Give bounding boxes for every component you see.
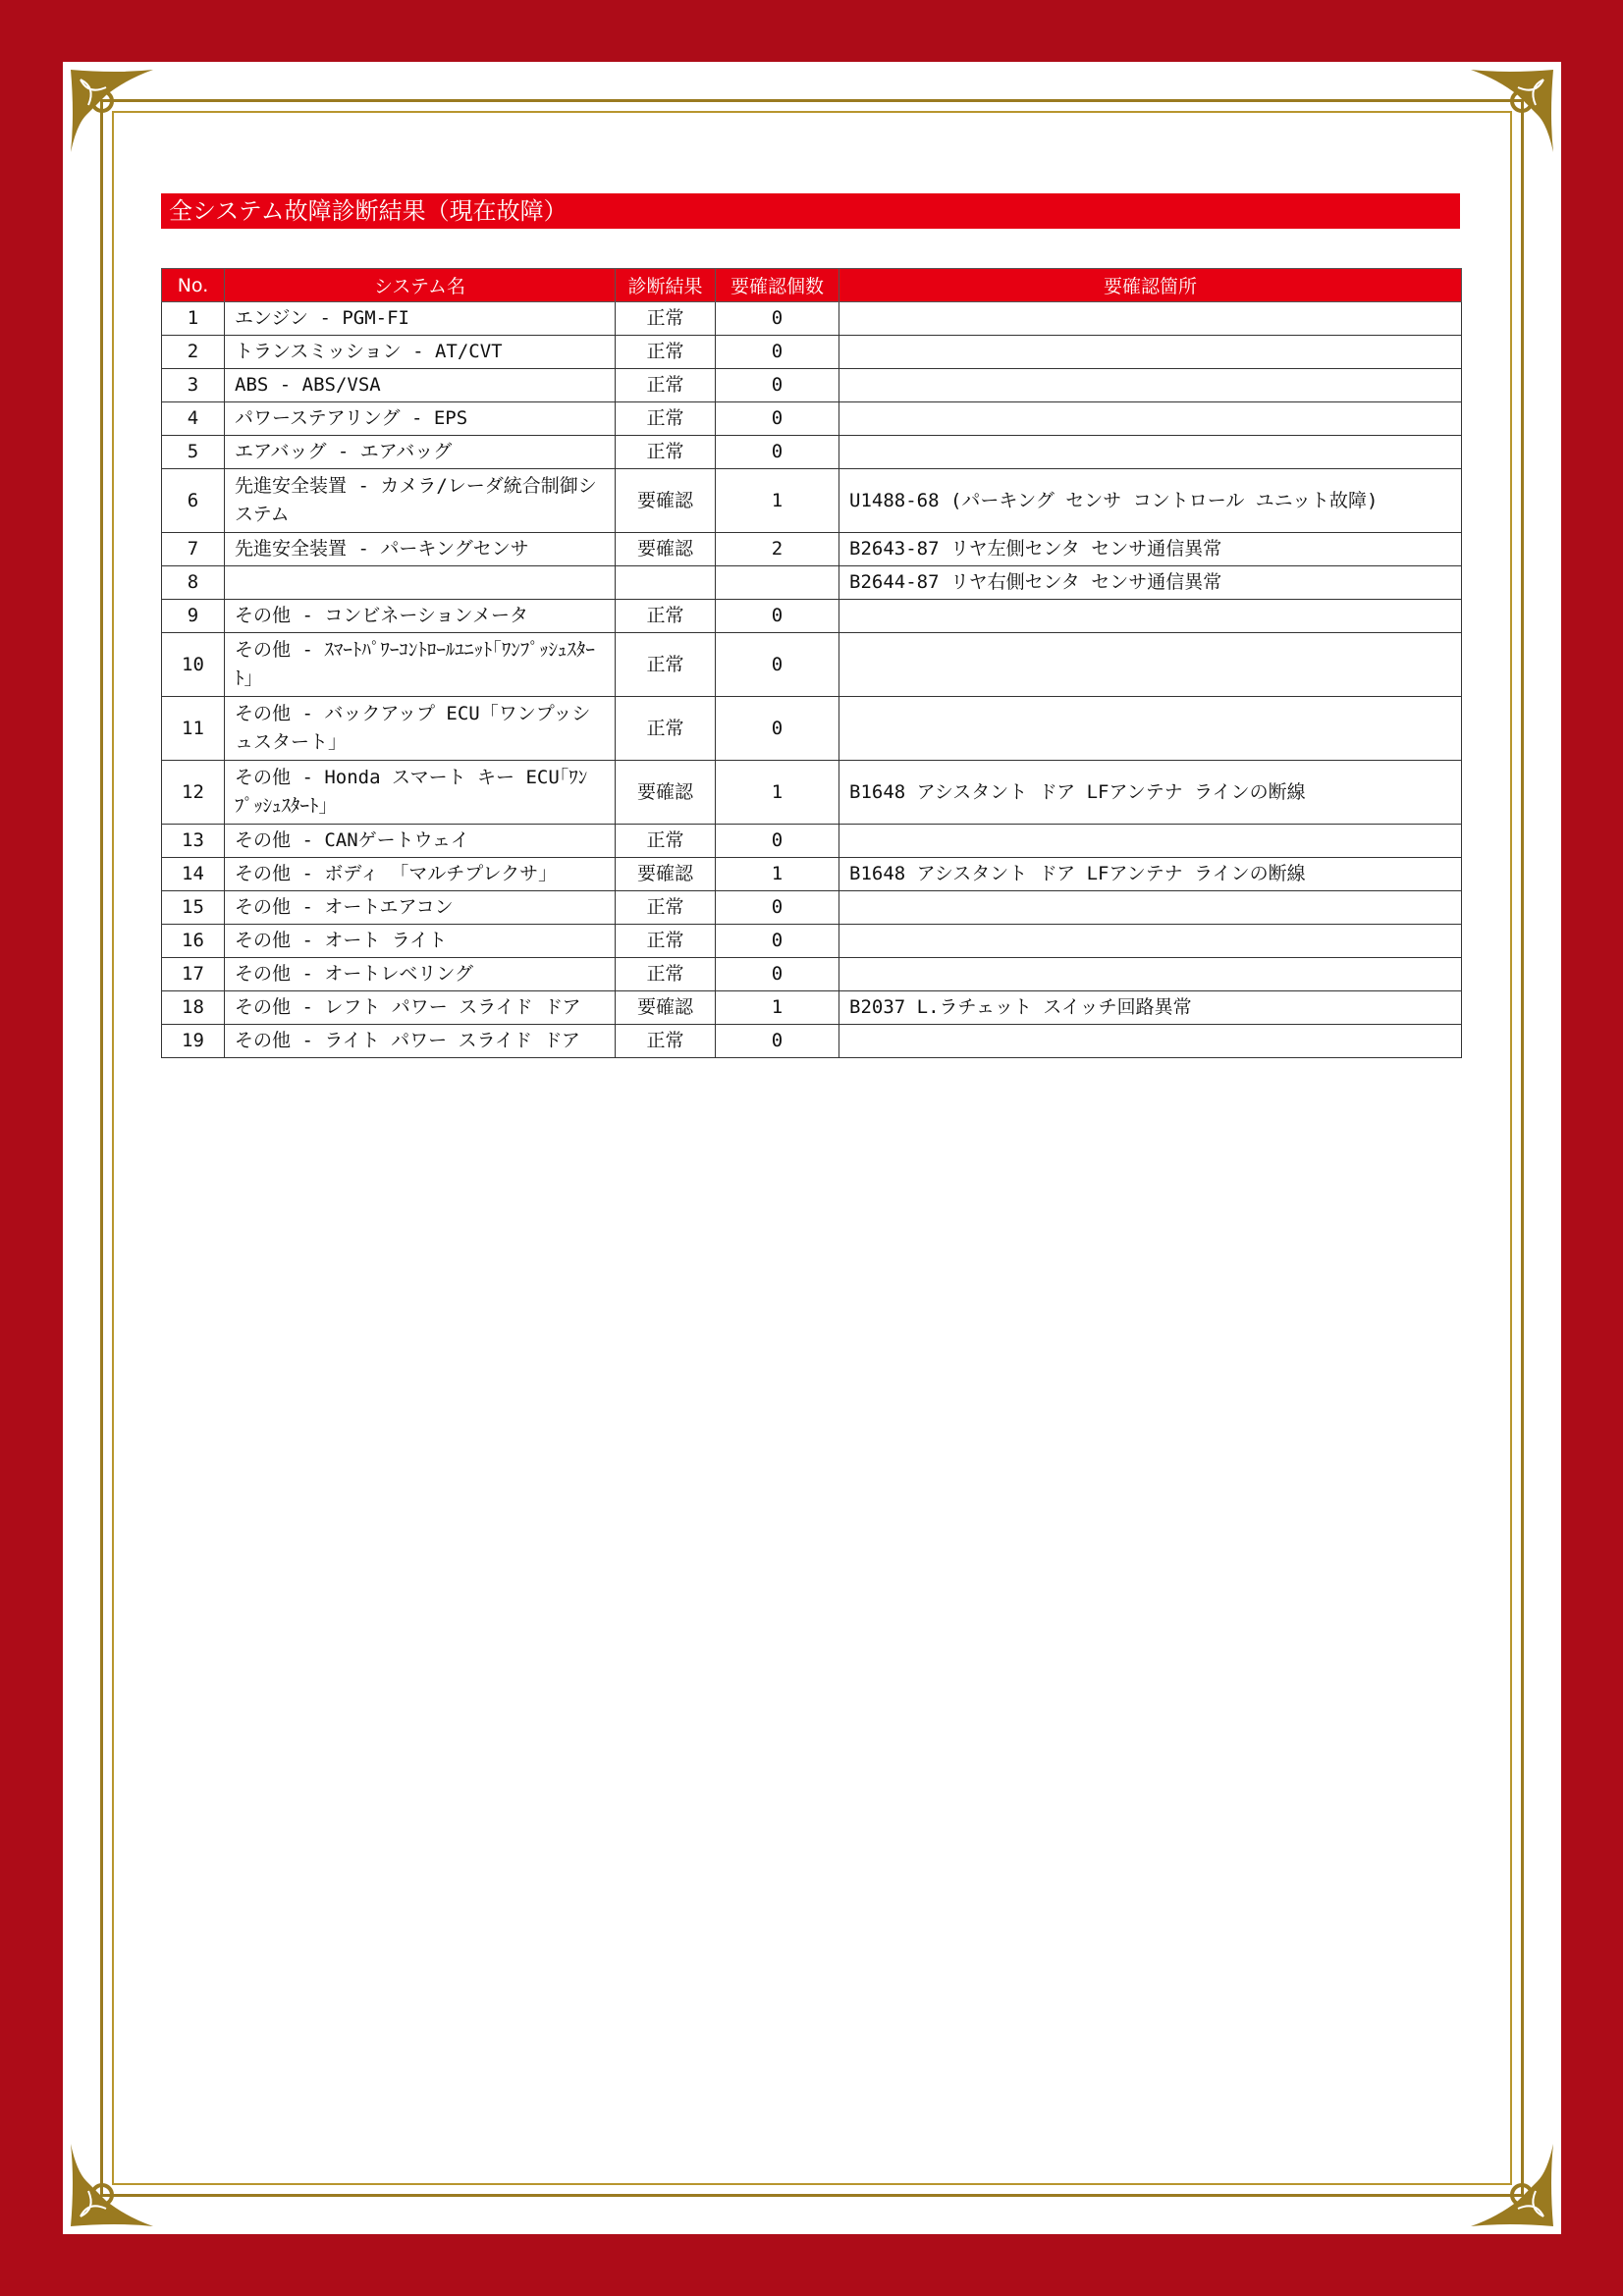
cell-no: 10: [162, 633, 225, 697]
cell-no: 15: [162, 891, 225, 925]
cell-system: 先進安全装置 - カメラ/レーダ統合制御システム: [225, 469, 616, 533]
cell-count: 0: [716, 402, 839, 436]
table-row: [162, 302, 1462, 336]
cell-location: [839, 600, 1462, 633]
cell-no: 6: [162, 469, 225, 533]
cell-no: 9: [162, 600, 225, 633]
table-row: [162, 958, 1462, 991]
cell-location: [839, 436, 1462, 469]
ornament-corner-icon: [1467, 66, 1557, 156]
cell-system: その他 - バックアップ ECU「ワンプッシュスタート」: [225, 697, 616, 761]
table-row: [162, 566, 1462, 600]
table-row: [162, 1025, 1462, 1058]
table-row: [162, 925, 1462, 958]
column-header-location: 要確認箇所: [839, 269, 1462, 302]
table-row: [162, 600, 1462, 633]
cell-result: 正常: [616, 402, 716, 436]
cell-count: 0: [716, 1025, 839, 1058]
cell-result: 要確認: [616, 761, 716, 825]
cell-location: B1648 アシスタント ドア LFアンテナ ラインの断線: [839, 858, 1462, 891]
cell-count: 1: [716, 469, 839, 533]
cell-no: 16: [162, 925, 225, 958]
cell-result: 要確認: [616, 469, 716, 533]
table-row: [162, 697, 1462, 761]
cell-system: エンジン - PGM-FI: [225, 302, 616, 336]
cell-count: 1: [716, 858, 839, 891]
table-row: [162, 825, 1462, 858]
cell-no: 3: [162, 369, 225, 402]
cell-location: [839, 958, 1462, 991]
cell-result: 要確認: [616, 991, 716, 1025]
cell-system: その他 - オートレベリング: [225, 958, 616, 991]
table-row: [162, 858, 1462, 891]
cell-result: 正常: [616, 302, 716, 336]
cell-result: 正常: [616, 633, 716, 697]
cell-location: U1488-68 (パーキング センサ コントロール ユニット故障): [839, 469, 1462, 533]
cell-location: B2643-87 リヤ左側センタ センサ通信異常: [839, 533, 1462, 566]
cell-result: 正常: [616, 891, 716, 925]
cell-result: 正常: [616, 600, 716, 633]
table-row: [162, 533, 1462, 566]
cell-no: 8: [162, 566, 225, 600]
table-row: [162, 891, 1462, 925]
cell-result: 正常: [616, 925, 716, 958]
cell-system: パワーステアリング - EPS: [225, 402, 616, 436]
cell-system: エアバッグ - エアバッグ: [225, 436, 616, 469]
cell-count: 0: [716, 369, 839, 402]
table-row: [162, 991, 1462, 1025]
cell-no: 5: [162, 436, 225, 469]
cell-count: 0: [716, 436, 839, 469]
cell-result: 正常: [616, 369, 716, 402]
cell-system: その他 - レフト パワー スライド ドア: [225, 991, 616, 1025]
cell-count: 0: [716, 925, 839, 958]
cell-count: 0: [716, 302, 839, 336]
cell-count: 2: [716, 533, 839, 566]
cell-count: 0: [716, 825, 839, 858]
table-row: [162, 436, 1462, 469]
table-row: [162, 761, 1462, 825]
cell-result: 正常: [616, 436, 716, 469]
cell-location: [839, 633, 1462, 697]
report-title: 全システム故障診断結果（現在故障）: [161, 193, 1460, 229]
cell-system: その他 - CANゲートウェイ: [225, 825, 616, 858]
cell-system: その他 - オート ライト: [225, 925, 616, 958]
cell-count: 0: [716, 336, 839, 369]
cell-location: B2037 L.ラチェット スイッチ回路異常: [839, 991, 1462, 1025]
cell-location: [839, 402, 1462, 436]
cell-no: 4: [162, 402, 225, 436]
table-row: [162, 369, 1462, 402]
cell-count: 0: [716, 958, 839, 991]
cell-system: その他 - ｽﾏｰﾄﾊﾟﾜｰｺﾝﾄﾛｰﾙﾕﾆｯﾄ｢ﾜﾝﾌﾟｯｼｭｽﾀｰﾄ｣: [225, 633, 616, 697]
cell-location: B2644-87 リヤ右側センタ センサ通信異常: [839, 566, 1462, 600]
cell-result: 要確認: [616, 858, 716, 891]
cell-count: 0: [716, 600, 839, 633]
cell-location: [839, 925, 1462, 958]
cell-location: B1648 アシスタント ドア LFアンテナ ラインの断線: [839, 761, 1462, 825]
column-header-count: 要確認個数: [716, 269, 839, 302]
cell-system: その他 - コンビネーションメータ: [225, 600, 616, 633]
cell-count: 0: [716, 633, 839, 697]
cell-system: その他 - ライト パワー スライド ドア: [225, 1025, 616, 1058]
cell-location: [839, 891, 1462, 925]
cell-result: 正常: [616, 336, 716, 369]
ornament-corner-icon: [67, 66, 157, 156]
cell-count: 1: [716, 991, 839, 1025]
cell-system: トランスミッション - AT/CVT: [225, 336, 616, 369]
table-row: [162, 469, 1462, 533]
ornament-corner-icon: [1467, 2140, 1557, 2230]
table-row: [162, 336, 1462, 369]
cell-count: [716, 566, 839, 600]
cell-no: 12: [162, 761, 225, 825]
cell-system: ABS - ABS/VSA: [225, 369, 616, 402]
cell-location: [839, 825, 1462, 858]
cell-no: 2: [162, 336, 225, 369]
column-header-system: システム名: [225, 269, 616, 302]
cell-no: 13: [162, 825, 225, 858]
cell-result: [616, 566, 716, 600]
cell-count: 0: [716, 891, 839, 925]
cell-location: [839, 369, 1462, 402]
cell-no: 11: [162, 697, 225, 761]
cell-system: その他 - Honda スマート キー ECU｢ﾜﾝﾌﾟｯｼｭｽﾀｰﾄ｣: [225, 761, 616, 825]
diagnosis-table: [161, 268, 1462, 1058]
cell-system: [225, 566, 616, 600]
cell-no: 7: [162, 533, 225, 566]
cell-no: 17: [162, 958, 225, 991]
cell-no: 14: [162, 858, 225, 891]
table-row: [162, 633, 1462, 697]
cell-no: 1: [162, 302, 225, 336]
table-header-row: [162, 269, 1462, 302]
cell-result: 正常: [616, 958, 716, 991]
cell-location: [839, 336, 1462, 369]
cell-location: [839, 697, 1462, 761]
cell-system: その他 - ボディ 「マルチプレクサ」: [225, 858, 616, 891]
cell-system: 先進安全装置 - パーキングセンサ: [225, 533, 616, 566]
cell-system: その他 - オートエアコン: [225, 891, 616, 925]
column-header-no: No.: [162, 269, 225, 302]
cell-no: 19: [162, 1025, 225, 1058]
cell-location: [839, 1025, 1462, 1058]
cell-no: 18: [162, 991, 225, 1025]
cell-result: 正常: [616, 697, 716, 761]
cell-result: 要確認: [616, 533, 716, 566]
table-row: [162, 402, 1462, 436]
cell-result: 正常: [616, 825, 716, 858]
ornament-corner-icon: [67, 2140, 157, 2230]
cell-location: [839, 302, 1462, 336]
cell-count: 1: [716, 761, 839, 825]
cell-count: 0: [716, 697, 839, 761]
cell-result: 正常: [616, 1025, 716, 1058]
column-header-result: 診断結果: [616, 269, 716, 302]
